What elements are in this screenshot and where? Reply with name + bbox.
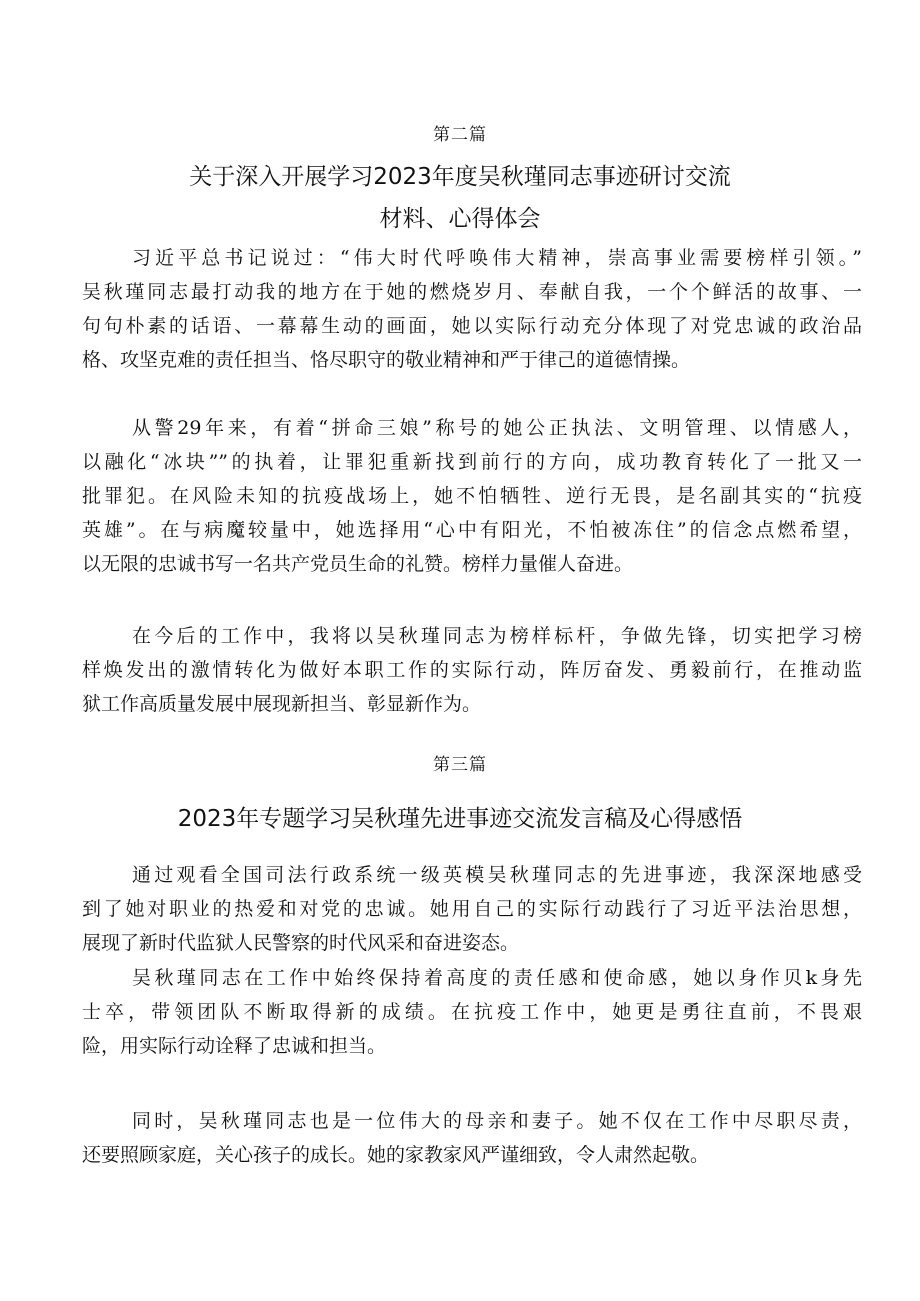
section2-paragraph-1 bbox=[82, 241, 862, 377]
section2-title-line2: 材料、心得体会 bbox=[379, 206, 541, 232]
section2-paragraph-2 bbox=[82, 411, 862, 581]
text-line: 从警29年来，有着“拼命三娘”称号的她公正执法、文明管理、以情感人， bbox=[132, 417, 862, 439]
text-line: 通过观看全国司法行政系统一级英模吴秋瑾同志的先进事迹，我深深地感受 bbox=[132, 864, 862, 886]
text-line: 句句朴素的话语、一幕幕生动的画面，她以实际行动充分体现了对党忠诚的政治品 bbox=[82, 315, 862, 337]
section2-paragraph-3 bbox=[82, 619, 862, 721]
section3-paragraph-3 bbox=[82, 1104, 862, 1172]
section3-title: 2023年专题学习吴秋瑾先进事迹交流发言稿及心得感悟 bbox=[177, 806, 743, 832]
text-line: 到了她对职业的热爱和对党的忠诚。她用自己的实际行动践行了习近平法治思想， bbox=[82, 898, 862, 920]
text-line: 同时，吴秋瑾同志也是一位伟大的母亲和妻子。她不仅在工作中尽职尽责， bbox=[132, 1110, 862, 1132]
section3-paragraph-1 bbox=[82, 858, 862, 960]
text-line: 吴秋瑾同志在工作中始终保持着高度的责任感和使命感，她以身作贝k身先 bbox=[132, 967, 862, 989]
text-line: 习近平总书记说过：“伟大时代呼唤伟大精神，崇高事业需要榜样引领。” bbox=[132, 247, 862, 269]
text-line: 士卒，带领团队不断取得新的成绩。在抗疫工作中，她更是勇往直前，不畏艰 bbox=[82, 1001, 862, 1023]
section3-paragraph-2 bbox=[82, 961, 862, 1063]
section2-title-line1: 关于深入开展学习2023年度吴秋瑾同志事迹研讨交流 bbox=[189, 164, 731, 190]
text-line: 狱工作高质量发展中展现新担当、彰显新作为。 bbox=[82, 693, 482, 715]
text-line: 批罪犯。在风险未知的抗疫战场上，她不怕牺牲、逆行无畏，是名副其实的“抗疫 bbox=[82, 485, 862, 507]
section3-label: 第三篇 bbox=[433, 755, 487, 775]
text-line: 以无限的忠诚书写一名共产党员生命的礼赞。榜样力量催人奋进。 bbox=[82, 553, 634, 575]
text-line: 险，用实际行动诠释了忠诚和担当。 bbox=[82, 1035, 387, 1057]
text-line: 格、攻坚克难的责任担当、恪尽职守的敬业精神和严于律己的道德情操。 bbox=[82, 349, 691, 371]
text-line: 在今后的工作中，我将以吴秋瑾同志为榜样标杆，争做先锋，切实把学习榜 bbox=[132, 625, 862, 647]
text-line: 英雄”。在与病魔较量中，她选择用“心中有阳光，不怕被冻住”的信念点燃希望， bbox=[82, 519, 862, 541]
text-line: 样焕发出的激情转化为做好本职工作的实际行动，阵厉奋发、勇毅前行，在推动监 bbox=[82, 659, 862, 681]
section2-label: 第二篇 bbox=[433, 125, 487, 145]
text-line: 还要照顾家庭，关心孩子的成长。她的家教家风严谨细致，令人肃然起敬。 bbox=[82, 1144, 710, 1166]
text-line: 展现了新时代监狱人民警察的时代风采和奋进姿态。 bbox=[82, 932, 520, 954]
text-line: 以融化“冰块””的执着，让罪犯重新找到前行的方向，成功教育转化了一批又一 bbox=[82, 451, 862, 473]
text-line: 吴秋瑾同志最打动我的地方在于她的燃烧岁月、奉献自我，一个个鲜活的故事、一 bbox=[82, 281, 862, 303]
